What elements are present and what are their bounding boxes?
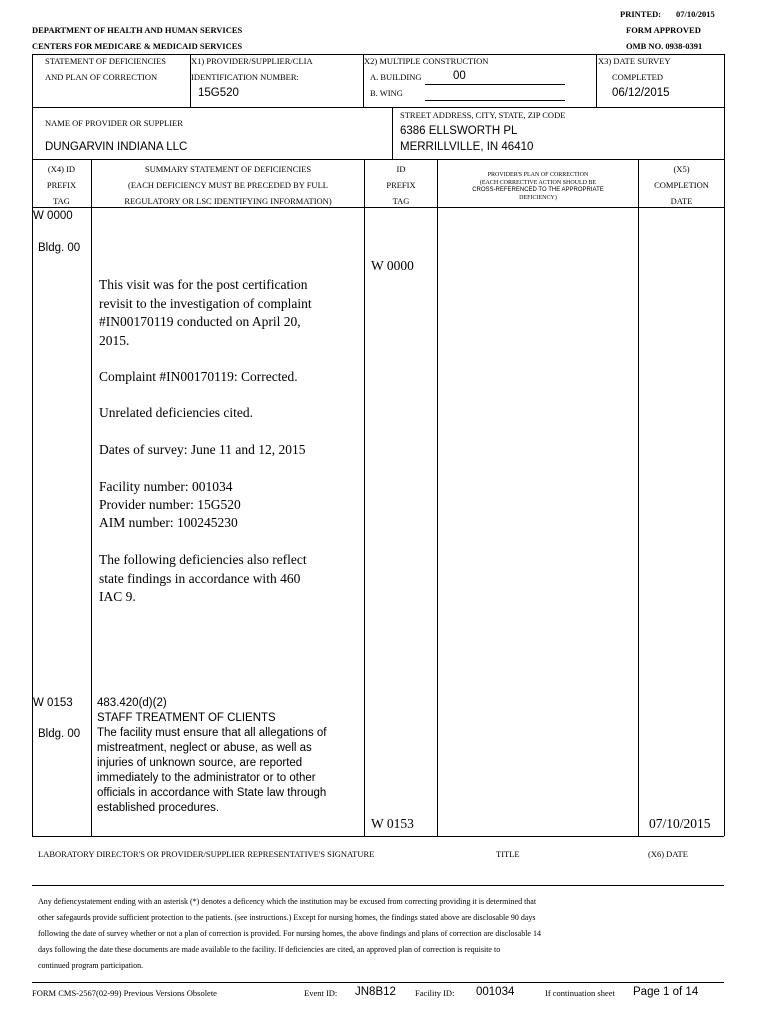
b-wing-label: B. WING — [370, 88, 403, 98]
x1-label2: IDENTIFICATION NUMBER: — [191, 72, 299, 82]
event-id-value: JN8B12 — [355, 986, 396, 998]
entry1-paragraph1: This visit was for the post certification revisit to the investigation of complaint #IN00170119 conducted on April 20, 2015. — [99, 277, 312, 348]
b-wing-underline — [425, 100, 565, 101]
x2-label: X2) MULTIPLE CONSTRUCTION — [364, 56, 489, 66]
printed-date: 07/10/2015 — [676, 9, 715, 19]
entry1-paragraph4: Dates of survey: June 11 and 12, 2015 — [99, 442, 306, 457]
address-label: STREET ADDRESS, CITY, STATE, ZIP CODE — [400, 110, 566, 120]
entry2-text: The facility must ensure that all allegations of mistreatment, neglect or abuse, as well as injuries of unknown source, are reported immediately to the administrator or to other officials in accordance with State law through established procedures. — [97, 727, 327, 814]
entry2-building: Bldg. 00 — [38, 728, 81, 740]
form-approved: FORM APPROVED — [626, 25, 701, 35]
entry1-building: Bldg. 00 — [38, 242, 81, 254]
x5-header-1: (X5) — [673, 164, 690, 174]
x3-label2: COMPLETED — [612, 72, 663, 82]
plan-header-1: PROVIDER'S PLAN OF CORRECTION — [487, 172, 589, 178]
disclaimer-line4: days following the date these documents are made available to the facility. If deficiencies are cited, an approved plan of correction is requisite to — [38, 945, 501, 954]
entry1-paragraph3: Unrelated deficiencies cited. — [99, 405, 254, 420]
department-title: DEPARTMENT OF HEALTH AND HUMAN SERVICES — [32, 25, 243, 35]
provider-id-value: 15G520 — [198, 87, 239, 99]
x5-header-3: DATE — [670, 196, 693, 206]
box-top-border — [32, 54, 724, 55]
entry2-completion-date: 07/10/2015 — [649, 816, 711, 831]
provider-name-label: NAME OF PROVIDER OR SUPPLIER — [45, 118, 183, 128]
continuation-label: If continuation sheet — [545, 988, 615, 998]
sod-line2: AND PLAN OF CORRECTION — [45, 72, 158, 82]
date-survey-value: 06/12/2015 — [612, 87, 670, 99]
a-building-underline — [425, 84, 565, 85]
column-header-bottom-border — [32, 207, 724, 208]
disclaimer-line2: other safegaurds provide sufficient protection to the patients. (see instructions.) Except for nursing homes, the findings stated above are disclosable 90 days — [38, 913, 536, 922]
address-divider — [392, 107, 393, 159]
entry1-facility-number: Facility number: 001034 — [99, 479, 233, 494]
id-header-3: TAG — [392, 196, 410, 206]
id-header-1: ID — [396, 164, 406, 174]
form-number: FORM CMS-2567(02-99) Previous Versions Obsolete — [32, 988, 217, 998]
box-mid-border — [32, 107, 724, 108]
x4-header-2: PREFIX — [46, 180, 77, 190]
col-divider-prefix — [91, 159, 92, 836]
sod-line1: STATEMENT OF DEFICIENCIES — [45, 56, 167, 66]
entry2-prefix-tag: W 0153 — [33, 697, 73, 709]
entry1-provider-number: Provider number: 15G520 — [99, 497, 241, 512]
summary-header-3: REGULATORY OR LSC IDENTIFYING INFORMATION) — [124, 196, 332, 206]
entry2-id-tag: W 0153 — [371, 816, 414, 831]
footer-top-border — [32, 982, 724, 983]
body-bottom-border — [32, 836, 724, 837]
entry1-id-tag: W 0000 — [371, 258, 414, 273]
id-header-2: PREFIX — [386, 180, 416, 190]
page-number: Page 1 of 14 — [633, 986, 699, 998]
col-divider-summary — [364, 159, 365, 836]
entry1-paragraph6: The following deficiencies also reflect state findings in accordance with 460 IAC 9. — [99, 552, 307, 604]
col-divider-plan — [638, 159, 639, 836]
disclaimer-top-border — [32, 885, 724, 886]
entry2-regulation: 483.420(d)(2) — [97, 697, 167, 709]
right-border — [724, 54, 725, 836]
disclaimer-line3: following the date of survey whether or not a plan of correction is provided. For nursing homes, the above findings and plans of correction are disclosable 14 — [38, 929, 541, 938]
x6-date-label: (X6) DATE — [648, 849, 688, 859]
summary-header-2: (EACH DEFICIENCY MUST BE PRECEDED BY FULL — [128, 180, 328, 190]
address-line2: MERRILLVILLE, IN 46410 — [400, 141, 534, 153]
title-label: TITLE — [496, 849, 520, 859]
facility-id-label: Facility ID: — [415, 988, 455, 998]
plan-header-3: CROSS-REFERENCED TO THE APPROPRIATE — [472, 187, 604, 193]
x3-divider — [596, 54, 597, 107]
provider-bottom-border — [32, 159, 724, 160]
a-building-label: A. BUILDING — [370, 72, 422, 82]
entry2-title: STAFF TREATMENT OF CLIENTS — [97, 712, 276, 724]
cms-title: CENTERS FOR MEDICARE & MEDICAID SERVICES — [32, 41, 243, 51]
disclaimer-line5: continued program participation. — [38, 961, 144, 970]
provider-name-value: DUNGARVIN INDIANA LLC — [45, 141, 188, 153]
omb-number: OMB NO. 0938-0391 — [626, 41, 703, 51]
signature-label: LABORATORY DIRECTOR'S OR PROVIDER/SUPPLIER REPRESENTATIVE'S SIGNATURE — [38, 849, 375, 859]
printed-label: PRINTED: — [620, 9, 662, 19]
summary-header-1: SUMMARY STATEMENT OF DEFICIENCIES — [144, 164, 312, 174]
event-id-label: Event ID: — [304, 988, 338, 998]
plan-header-2: (EACH CORRECTIVE ACTION SHOULD BE — [479, 180, 597, 186]
entry1-prefix-tag: W 0000 — [33, 210, 73, 222]
entry1-aim-number: AIM number: 100245230 — [99, 515, 238, 530]
disclaimer-line1: Any defiencystatement ending with an asterisk (*) denotes a deficency which the institution may be excused from correcting providing it is determined that — [38, 897, 537, 906]
x5-header-2: COMPLETION — [654, 180, 709, 190]
address-line1: 6386 ELLSWORTH PL — [400, 125, 518, 137]
x4-header-1: (X4) ID — [47, 164, 76, 174]
a-building-value: 00 — [453, 70, 466, 82]
x4-header-3: TAG — [53, 196, 70, 206]
facility-id-value: 001034 — [476, 986, 515, 998]
x3-label: X3) DATE SURVEY — [598, 56, 671, 66]
entry1-paragraph2: Complaint #IN00170119: Corrected. — [99, 369, 298, 384]
plan-header-4: DEFICIENCY) — [519, 195, 557, 201]
x1-label: X1) PROVIDER/SUPPLIER/CLIA — [191, 56, 313, 66]
col-divider-id — [437, 159, 438, 836]
